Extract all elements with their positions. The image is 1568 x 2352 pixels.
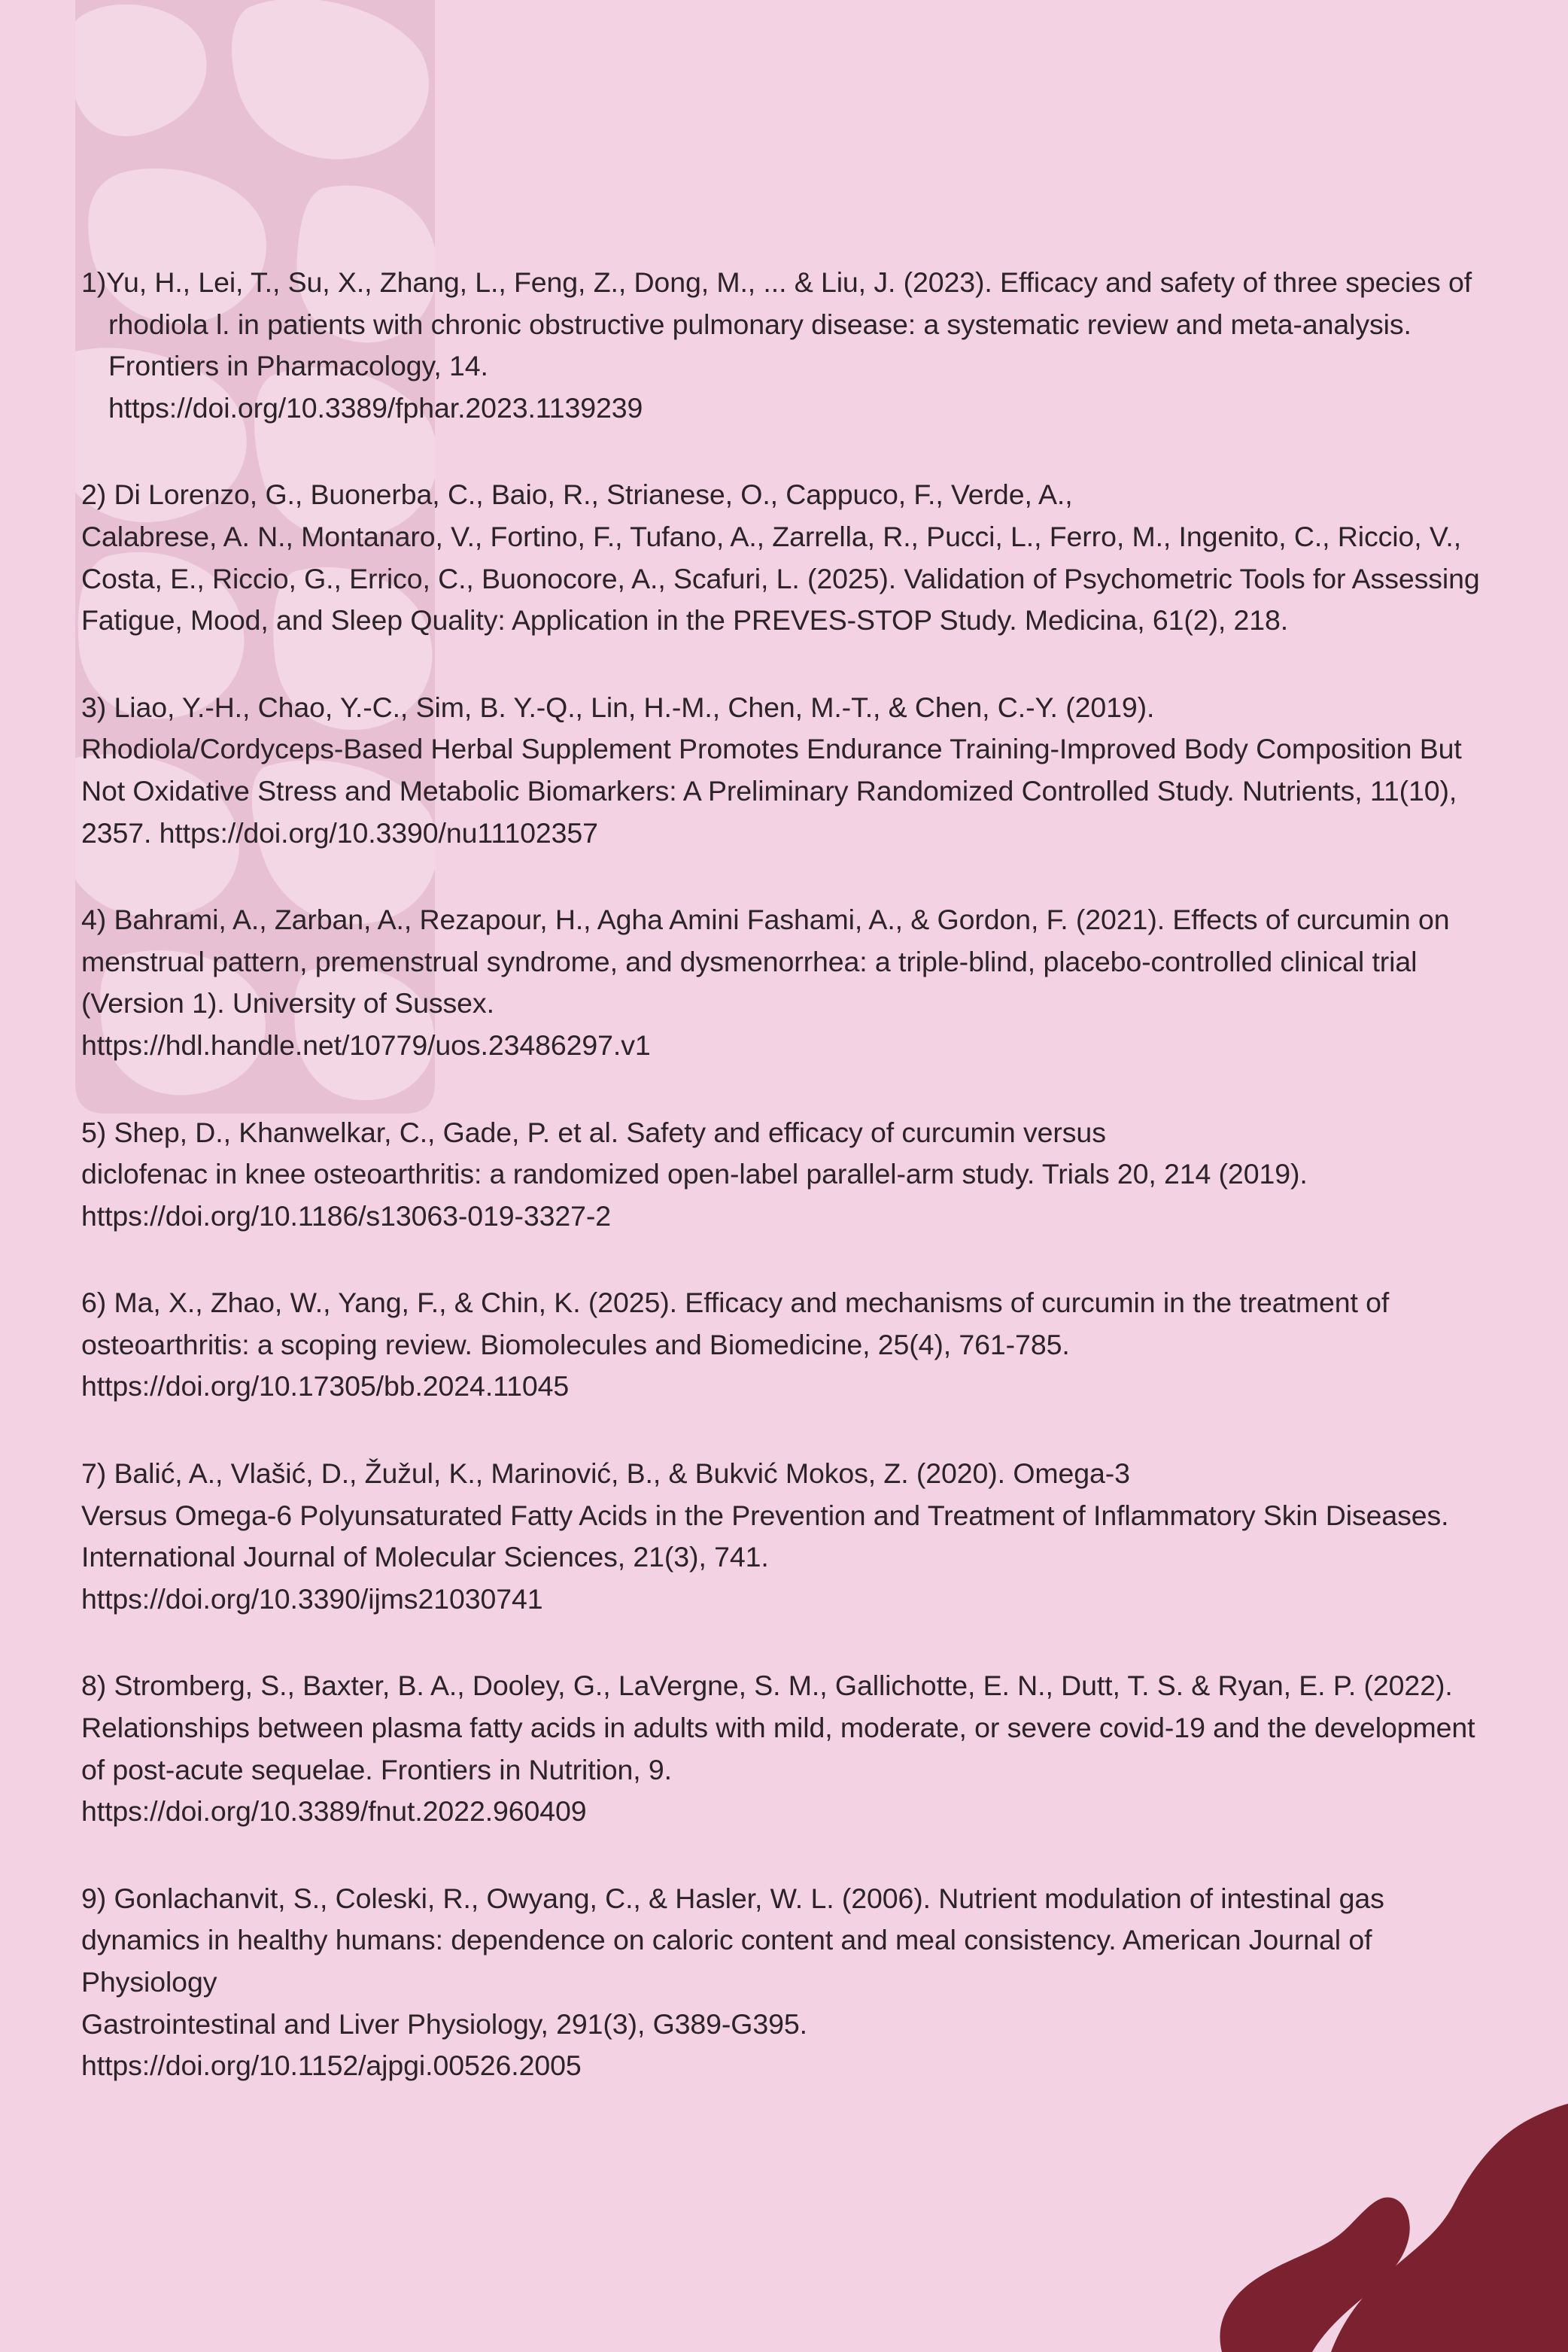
reference-item: 6) Ma, X., Zhao, W., Yang, F., & Chin, K. (2025). Efficacy and mechanisms of curcumin in the treatment of osteoarthritis: a scoping review. Biomolecules and Biomedicine, 25(4), 761-785. https://doi.org/10.17305/bb.2024.11045 [81, 1287, 1390, 1402]
reference-item: 2) Di Lorenzo, G., Buonerba, C., Baio, R., Strianese, O., Cappuco, F., Verde, A., Calabrese, A. N., Montanaro, V., Fortino, F., Tufano, A., Zarrella, R., Pucci, L., Ferro, M., Ingenito, C., Riccio, V., Costa, E., Riccio, G., Errico, C., Buonocore, A., Scafuri, L. (2025). Validation of Psychometric Tools for Assessing Fatigue, Mood, and Sleep Quality: Application in the PREVES-STOP Study. Medicina, 61(2), 218. [81, 479, 1480, 637]
reference-item: 4) Bahrami, A., Zarban, A., Rezapour, H., Agha Amini Fashami, A., & Gordon, F. (2021). Effects of curcumin on menstrual pattern, premenstrual syndrome, and dysmenorrhea: a triple-blind, placebo-controlled clinical trial (Version 1). University of Sussex. https://hdl.handle.net/10779/uos.23486297.v1 [81, 904, 1450, 1061]
reference-item: 1)Yu, H., Lei, T., Su, X., Zhang, L., Feng, Z., Dong, M., ... & Liu, J. (2023). Efficacy and safety of three species of rhodiola l. in patients with chronic obstructive pulmonary disease: a systematic review and meta-analysis. Frontiers in Pharmacology, 14. https://doi.org/10.3389/fphar.2023.1139239 [81, 266, 1472, 424]
reference-item: 9) Gonlachanvit, S., Coleski, R., Owyang, C., & Hasler, W. L. (2006). Nutrient modulation of intestinal gas dynamics in healthy humans: dependence on caloric content and meal consistency. American Journal of Physiology Gastrointestinal and Liver Physiology, 291(3), G389-G395. https://doi.org/10.1152/ajpgi.00526.2005 [81, 1882, 1384, 2082]
reference-item: 8) Stromberg, S., Baxter, B. A., Dooley, G., LaVergne, S. M., Gallichotte, E. N., Dutt, T. S. & Ryan, E. P. (2022). Relationships between plasma fatty acids in adults with mild, moderate, or severe covid-19 and the development of post-acute sequelae. Frontiers in Nutrition, 9. https://doi.org/10.3389/fnut.2022.960409 [81, 1670, 1475, 1828]
reference-item: 7) Balić, A., Vlašić, D., Žužul, K., Marinović, B., & Bukvić Mokos, Z. (2020). Omega-3 Versus Omega-6 Polyunsaturated Fatty Acids in the Prevention and Treatment of Inflammatory Skin Diseases. International Journal of Molecular Sciences, 21(3), 741. https://doi.org/10.3390/ijms21030741 [81, 1457, 1449, 1615]
reference-item: 5) Shep, D., Khanwelkar, C., Gade, P. et al. Safety and efficacy of curcumin versus diclofenac in knee osteoarthritis: a randomized open-label parallel-arm study. Trials 20, 214 (2019). https://doi.org/10.1186/s13063-019-3327-2 [81, 1116, 1308, 1232]
reference-item: 3) Liao, Y.-H., Chao, Y.-C., Sim, B. Y.-Q., Lin, H.-M., Chen, M.-T., & Chen, C.-Y. (2019). Rhodiola/Cordyceps-Based Herbal Supplement Promotes Endurance Training-Improved Body Composition But Not Oxidative Stress and Metabolic Biomarkers: A Preliminary Randomized Controlled Study. Nutrients, 11(10), 2357. https://doi.org/10.3390/nu11102357 [81, 691, 1462, 849]
decorative-corner-blob [1177, 2104, 1568, 2352]
references-list [81, 262, 1496, 2132]
